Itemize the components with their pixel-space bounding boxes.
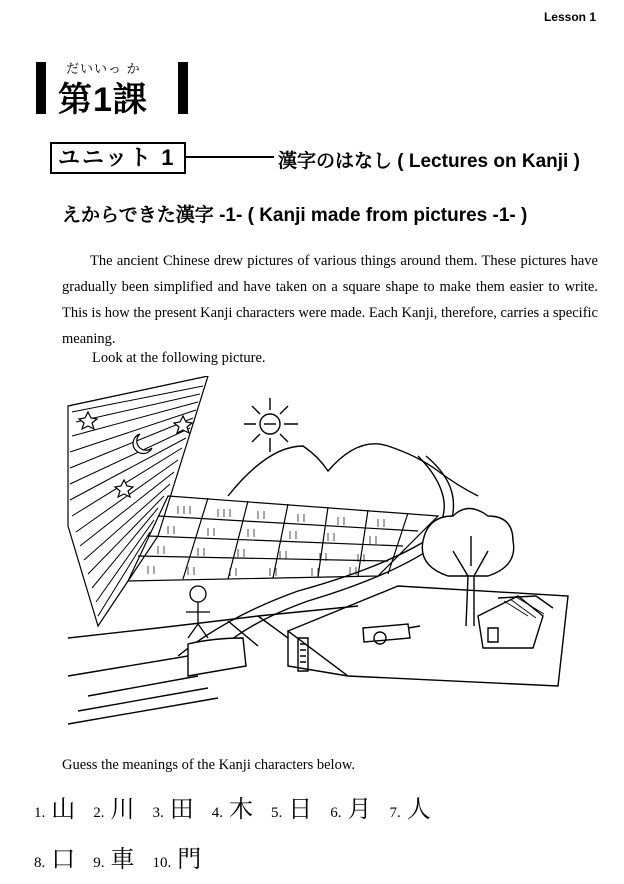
kanji-item bbox=[34, 789, 75, 824]
kanji-char: 車 bbox=[110, 845, 135, 873]
item-number: 3. bbox=[152, 805, 164, 821]
title-bar-left bbox=[36, 62, 46, 114]
unit-label: ユニット 1 bbox=[58, 145, 176, 170]
kanji-char: 木 bbox=[229, 795, 253, 823]
kanji-char: 人 bbox=[406, 795, 431, 823]
lesson-title: 第1課 bbox=[58, 81, 148, 119]
item-number: 1. bbox=[34, 805, 46, 821]
item-number: 9. bbox=[93, 855, 105, 871]
bridge-and-road bbox=[68, 606, 358, 724]
kanji-item bbox=[153, 839, 202, 874]
kanji-row-1 bbox=[34, 789, 431, 824]
kanji-char: 口 bbox=[51, 845, 76, 873]
sun bbox=[244, 398, 298, 452]
person bbox=[186, 586, 210, 638]
kanji-row-2 bbox=[34, 839, 201, 874]
small-house bbox=[478, 596, 553, 648]
river bbox=[178, 456, 453, 661]
moon bbox=[133, 434, 152, 454]
cart bbox=[363, 624, 420, 644]
kanji-char: 山 bbox=[51, 795, 76, 823]
lesson-tag: Lesson 1 bbox=[543, 10, 596, 24]
kanji-char: 月 bbox=[347, 795, 372, 823]
section-title: えからできた漢字 -1- ( Kanji made from pictures -1- ) bbox=[62, 205, 528, 226]
stars bbox=[79, 412, 192, 497]
intro-paragraph bbox=[62, 248, 598, 352]
kanji-char: 門 bbox=[177, 845, 202, 873]
item-number: 5. bbox=[271, 805, 283, 821]
exercise-instruction: Guess the meanings of the Kanji characters below. bbox=[62, 757, 355, 773]
title-bar-right bbox=[178, 62, 188, 114]
item-number: 2. bbox=[93, 805, 105, 821]
item-number: 7. bbox=[389, 805, 401, 821]
unit-subtitle: 漢字のはなし ( Lectures on Kanji ) bbox=[278, 151, 580, 172]
kanji-item bbox=[153, 789, 194, 824]
kanji-item bbox=[271, 789, 312, 824]
kanji-char: 川 bbox=[110, 795, 135, 823]
item-number: 4. bbox=[211, 805, 223, 821]
item-number: 8. bbox=[34, 855, 46, 871]
unit-connector-line bbox=[186, 156, 274, 158]
kanji-item bbox=[93, 789, 134, 824]
look-instruction: Look at the following picture. bbox=[92, 350, 266, 366]
item-number: 10. bbox=[152, 855, 172, 871]
landscape-illustration bbox=[58, 376, 578, 726]
kanji-item bbox=[330, 789, 371, 824]
kanji-item bbox=[390, 789, 431, 824]
kanji-item bbox=[34, 839, 75, 874]
kanji-char: 田 bbox=[169, 795, 194, 823]
rice-fields bbox=[128, 496, 438, 581]
item-number: 6. bbox=[330, 805, 342, 821]
kanji-item bbox=[93, 839, 134, 874]
kanji-item bbox=[212, 789, 253, 824]
lesson-furigana: だいいっ か bbox=[66, 61, 141, 76]
kanji-char: 日 bbox=[288, 795, 313, 823]
intro-text: The ancient Chinese drew pictures of various things around them. These pictures have gradually been simplified and have taken on a square shape to make them easier to write. This is how the present Kanji characters were made. Each Kanji, therefore, carries a specific meaning. bbox=[62, 253, 598, 347]
